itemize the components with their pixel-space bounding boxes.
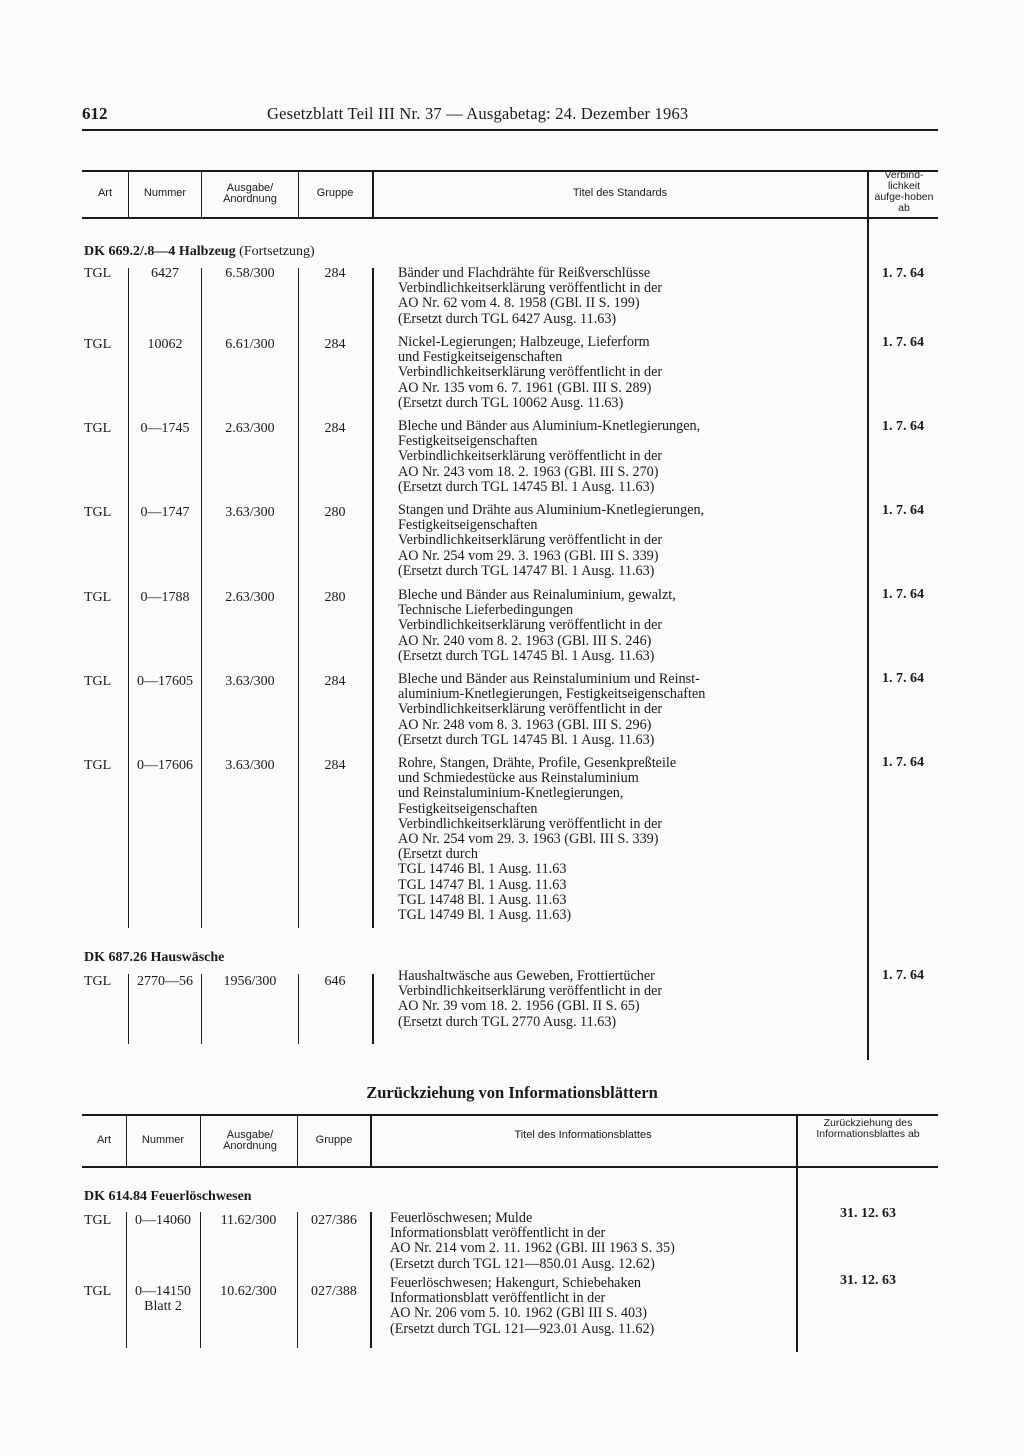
cell-ausgabe: 3.63/300 bbox=[225, 674, 275, 689]
col-sep bbox=[200, 1212, 201, 1348]
col-sep bbox=[298, 268, 299, 928]
section-suffix: (Fortsetzung) bbox=[239, 244, 315, 259]
cell-ausgabe: 3.63/300 bbox=[225, 758, 275, 773]
cell-nummer: 10062 bbox=[147, 337, 183, 352]
col-header-titel: Titel des Standards bbox=[572, 187, 668, 199]
table2-header-rule bbox=[82, 1166, 938, 1168]
cell-gruppe: 284 bbox=[324, 421, 346, 436]
col-header-titel: Titel des Informationsblattes bbox=[514, 1129, 652, 1141]
cell-titel: Feuerlöschwesen; Mulde Informationsblatt veröffentlicht in der AO Nr. 214 vom 2. 11. 1962 (GBl. III 1963 S. 35) (Ersetzt durch TGL 121—850.01 Ausg. 12.62) bbox=[390, 1210, 675, 1272]
cell-ausgabe: 10.62/300 bbox=[220, 1284, 277, 1299]
col-header-gruppe: Gruppe bbox=[316, 187, 354, 199]
col-sep bbox=[867, 171, 869, 217]
cell-nummer-blatt: Blatt 2 bbox=[144, 1299, 182, 1314]
col-sep bbox=[128, 974, 129, 1044]
cell-art: TGL bbox=[84, 590, 112, 605]
cell-datum: 1. 7. 64 bbox=[882, 503, 924, 518]
cell-titel: Stangen und Drähte aus Aluminium-Knetlegierungen, Festigkeitseigenschaften Verbindlichkeitserklärung veröffentlicht in der AO Nr. 254 vom 29. 3. 1963 (GBl. III S. 339) (Ersetzt durch TGL 14747 Bl. 1 Ausg. 11.63) bbox=[398, 502, 705, 579]
cell-datum: 1. 7. 64 bbox=[882, 755, 924, 770]
col-header-verbindlichkeit: Verbind-lichkeit aufge-hoben ab bbox=[874, 169, 934, 214]
col-header-gruppe: Gruppe bbox=[315, 1134, 353, 1146]
col-sep bbox=[298, 171, 299, 217]
col-header-ausgabe: Ausgabe/ Anordnung bbox=[223, 182, 277, 205]
col-header-art: Art bbox=[96, 1134, 112, 1146]
cell-nummer: 0—1745 bbox=[140, 421, 190, 436]
cell-ausgabe: 1956/300 bbox=[223, 974, 277, 989]
col-header-zurueckziehung: Zurückziehung des Informationsblattes ab bbox=[816, 1117, 920, 1140]
cell-titel: Rohre, Stangen, Drähte, Profile, Gesenkpreßteile und Schmiedestücke aus Reinstaluminium und Reinstaluminium-Knetlegierungen, Festigkeitseigenschaften Verbindlichkeitserklärung veröffentlicht in der AO Nr. 254 vom 29. 3. 1963 (GBl. III S. 339) (Ersetzt durch TGL 14746 Bl. 1 Ausg. 11.63 TGL 14747 Bl. 1 Ausg. 11.63 TGL 14748 Bl. 1 Ausg. 11.63 TGL 14749 Bl. 1 Ausg. 11.63) bbox=[398, 755, 677, 924]
cell-gruppe: 280 bbox=[324, 590, 346, 605]
col-sep bbox=[297, 1115, 298, 1166]
cell-datum: 31. 12. 63 bbox=[840, 1273, 896, 1288]
col-sep bbox=[298, 974, 299, 1044]
col-sep bbox=[128, 171, 129, 217]
cell-titel: Nickel-Legierungen; Halbzeuge, Lieferform und Festigkeitseigenschaften Verbindlichkeitserklärung veröffentlicht in der AO Nr. 135 vom 6. 7. 1961 (GBl. III S. 289) (Ersetzt durch TGL 10062 Ausg. 11.63) bbox=[398, 334, 663, 411]
section-title: DK 614.84 Feuerlöschwesen bbox=[84, 1189, 252, 1204]
cell-nummer: 2770—56 bbox=[137, 974, 193, 989]
cell-art: TGL bbox=[84, 421, 112, 436]
cell-datum: 1. 7. 64 bbox=[882, 587, 924, 602]
cell-ausgabe: 2.63/300 bbox=[225, 421, 275, 436]
cell-datum: 1. 7. 64 bbox=[882, 335, 924, 350]
cell-ausgabe: 11.62/300 bbox=[220, 1213, 277, 1228]
table1-header-rule bbox=[82, 217, 938, 219]
cell-ausgabe: 3.63/300 bbox=[225, 505, 275, 520]
running-title: Gesetzblatt Teil III Nr. 37 — Ausgabetag: 24. Dezember 1963 bbox=[267, 104, 689, 123]
cell-gruppe: 646 bbox=[324, 974, 346, 989]
table2-top-rule bbox=[82, 1114, 938, 1116]
cell-nummer: 0—17605 bbox=[137, 674, 193, 689]
cell-titel: Bleche und Bänder aus Reinaluminium, gewalzt, Technische Lieferbedingungen Verbindlichkeitserklärung veröffentlicht in der AO Nr. 240 vom 8. 2. 1963 (GBl. III S. 246) (Ersetzt durch TGL 14745 Bl. 1 Ausg. 11.63) bbox=[398, 587, 676, 664]
cell-titel: Haushaltwäsche aus Geweben, Frottiertücher Verbindlichkeitserklärung veröffentlicht in der AO Nr. 39 vom 18. 2. 1956 (GBl. II S. 65) (Ersetzt durch TGL 2770 Ausg. 11.63) bbox=[398, 968, 663, 1030]
col-sep-datum bbox=[867, 218, 869, 1060]
cell-datum: 1. 7. 64 bbox=[882, 671, 924, 686]
col-sep bbox=[372, 268, 374, 928]
cell-nummer: 0—14150 bbox=[135, 1284, 191, 1299]
cell-titel: Bleche und Bänder aus Reinstaluminium und Reinst- aluminium-Knetlegierungen, Festigkeitseigenschaften Verbindlichkeitserklärung veröffentlicht in der AO Nr. 248 vom 8. 3. 1963 (GBl. III S. 296) (Ersetzt durch TGL 14745 Bl. 1 Ausg. 11.63) bbox=[398, 671, 706, 748]
cell-art: TGL bbox=[84, 974, 112, 989]
cell-nummer: 0—14060 bbox=[135, 1213, 191, 1228]
cell-gruppe: 284 bbox=[324, 758, 346, 773]
table1-top-rule bbox=[82, 170, 938, 172]
col-sep bbox=[126, 1212, 127, 1348]
col-sep bbox=[126, 1115, 127, 1166]
cell-nummer: 0—17606 bbox=[137, 758, 193, 773]
table2-heading: Zurückziehung von Informationsblättern bbox=[366, 1083, 658, 1102]
section-heading bbox=[84, 1189, 252, 1205]
section-heading bbox=[84, 244, 315, 260]
cell-nummer: 6427 bbox=[151, 266, 179, 281]
col-sep bbox=[372, 974, 374, 1044]
col-header-nummer: Nummer bbox=[141, 1134, 185, 1146]
header-rule bbox=[82, 129, 938, 131]
cell-titel: Bänder und Flachdrähte für Reißverschlüsse Verbindlichkeitserklärung veröffentlicht in der AO Nr. 62 vom 4. 8. 1958 (GBl. II S. 199) (Ersetzt durch TGL 6427 Ausg. 11.63) bbox=[398, 265, 663, 327]
col-header-art: Art bbox=[97, 187, 113, 199]
col-sep bbox=[201, 268, 202, 928]
cell-datum: 1. 7. 64 bbox=[882, 968, 924, 983]
cell-datum: 1. 7. 64 bbox=[882, 266, 924, 281]
cell-art: TGL bbox=[84, 266, 112, 281]
col-sep bbox=[128, 268, 129, 928]
cell-gruppe: 027/386 bbox=[311, 1213, 357, 1228]
col-header-ausgabe: Ausgabe/ Anordnung bbox=[223, 1129, 277, 1152]
col-header-nummer: Nummer bbox=[143, 187, 187, 199]
section-title: DK 669.2/.8—4 Halbzeug bbox=[84, 244, 236, 259]
cell-ausgabe: 6.58/300 bbox=[225, 266, 275, 281]
cell-nummer: 0—1747 bbox=[140, 505, 190, 520]
cell-gruppe: 280 bbox=[324, 505, 346, 520]
cell-art: TGL bbox=[84, 337, 112, 352]
cell-titel: Feuerlöschwesen; Hakengurt, Schiebehaken Informationsblatt veröffentlicht in der AO Nr. 206 vom 5. 10. 1962 (GBl III S. 403) (Ersetzt durch TGL 121—923.01 Ausg. 11.62) bbox=[390, 1275, 655, 1337]
cell-datum: 31. 12. 63 bbox=[840, 1206, 896, 1221]
col-sep-datum bbox=[796, 1167, 798, 1352]
cell-ausgabe: 2.63/300 bbox=[225, 590, 275, 605]
page-number: 612 bbox=[82, 104, 108, 123]
section-title: DK 687.26 Hauswäsche bbox=[84, 950, 225, 965]
cell-art: TGL bbox=[84, 674, 112, 689]
col-sep bbox=[297, 1212, 298, 1348]
col-sep bbox=[370, 1212, 372, 1348]
cell-nummer: 0—1788 bbox=[140, 590, 190, 605]
cell-art: TGL bbox=[84, 758, 112, 773]
col-sep bbox=[201, 974, 202, 1044]
cell-ausgabe: 6.61/300 bbox=[225, 337, 275, 352]
cell-art: TGL bbox=[84, 1284, 112, 1299]
cell-gruppe: 284 bbox=[324, 337, 346, 352]
section-heading bbox=[84, 950, 224, 966]
cell-gruppe: 284 bbox=[324, 266, 346, 281]
col-sep bbox=[201, 171, 202, 217]
cell-gruppe: 284 bbox=[324, 674, 346, 689]
col-sep bbox=[200, 1115, 201, 1166]
cell-art: TGL bbox=[84, 1213, 112, 1228]
cell-gruppe: 027/388 bbox=[311, 1284, 357, 1299]
cell-titel: Bleche und Bänder aus Aluminium-Knetlegierungen, Festigkeitseigenschaften Verbindlichkeitserklärung veröffentlicht in der AO Nr. 243 vom 18. 2. 1963 (GBl. III S. 270) (Ersetzt durch TGL 14745 Bl. 1 Ausg. 11.63) bbox=[398, 418, 701, 495]
cell-datum: 1. 7. 64 bbox=[882, 419, 924, 434]
cell-art: TGL bbox=[84, 505, 112, 520]
col-sep bbox=[796, 1115, 798, 1166]
